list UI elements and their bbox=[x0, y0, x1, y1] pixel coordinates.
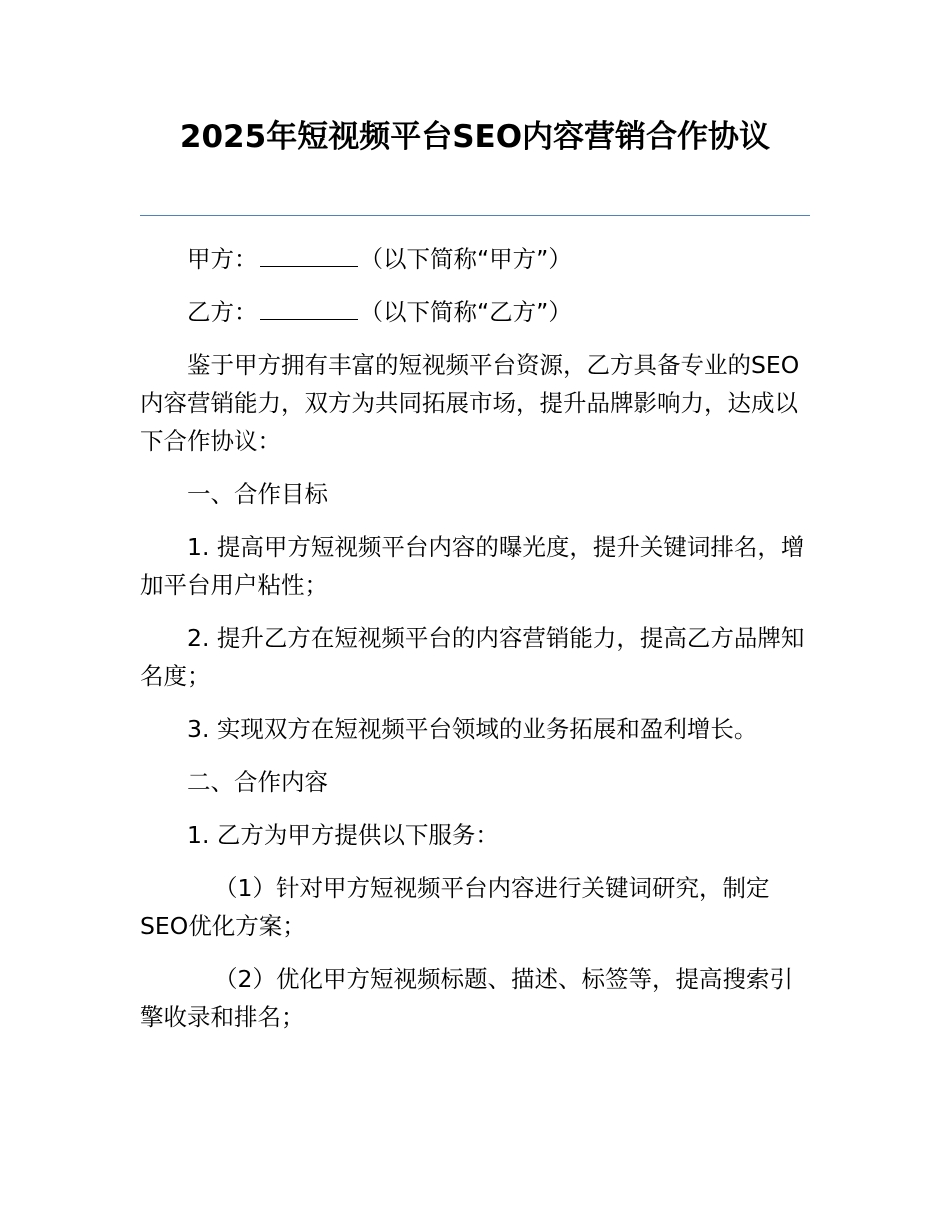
party-a-label: 甲方： bbox=[187, 245, 258, 273]
content-item-1: 1. 乙方为甲方提供以下服务： bbox=[187, 821, 499, 849]
section-heading-goals: 一、合作目标 bbox=[187, 480, 328, 508]
goal-item-1: 1. 提高甲方短视频平台内容的曝光度，提升关键词排名，增加平台用户粘性； bbox=[140, 533, 805, 599]
party-a-line bbox=[140, 240, 810, 278]
party-a-blank bbox=[260, 244, 358, 267]
party-b-label: 乙方： bbox=[187, 298, 258, 326]
document-body bbox=[140, 240, 810, 1051]
preamble-paragraph: 鉴于甲方拥有丰富的短视频平台资源，乙方具备专业的SEO内容营销能力，双方为共同拓展市场，提升品牌影响力，达成以下合作协议： bbox=[140, 351, 800, 455]
party-b-blank bbox=[260, 297, 358, 320]
title-underline bbox=[140, 215, 810, 216]
party-b-suffix: （以下简称“乙方”） bbox=[359, 298, 572, 326]
goal-item-2: 2. 提升乙方在短视频平台的内容营销能力，提高乙方品牌知名度； bbox=[140, 624, 805, 690]
service-item-2: （2）优化甲方短视频标题、描述、标签等，提高搜索引擎收录和排名； bbox=[140, 965, 793, 1031]
goal-item-3: 3. 实现双方在短视频平台领域的业务拓展和盈利增长。 bbox=[187, 715, 758, 743]
party-b-line bbox=[140, 293, 810, 331]
party-a-suffix: （以下简称“甲方”） bbox=[359, 245, 572, 273]
section-heading-content: 二、合作内容 bbox=[187, 768, 328, 796]
document-title: 2025年短视频平台SEO内容营销合作协议 bbox=[179, 119, 771, 155]
service-item-1: （1）针对甲方短视频平台内容进行关键词研究，制定SEO优化方案； bbox=[140, 874, 770, 940]
